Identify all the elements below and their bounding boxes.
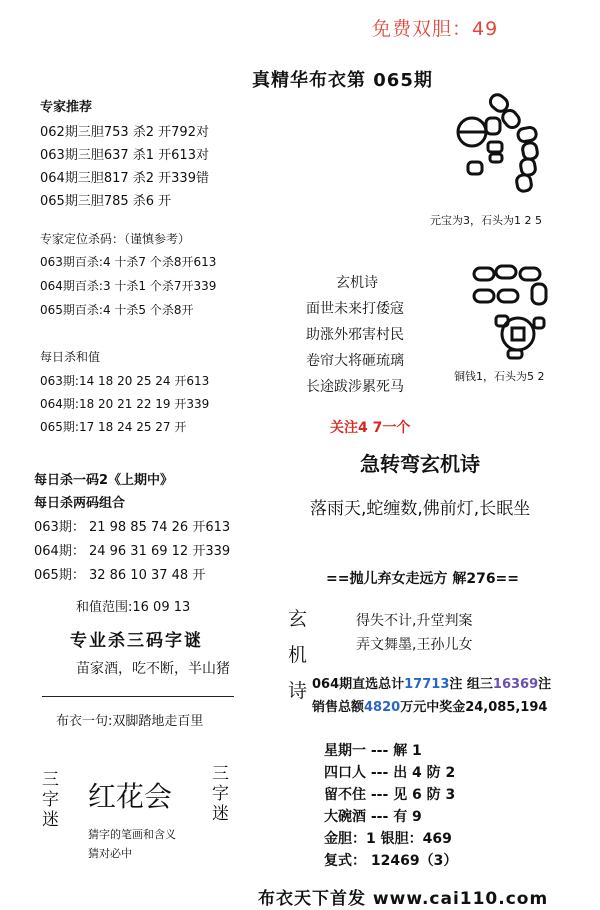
xuanji-line: 卷帘大将砸琉璃 [306,353,404,369]
ingot-stone-picture [440,92,560,202]
poem2-line: 弄文舞墨,王孙儿女 [356,637,473,653]
poem2-vertical-char: 玄 [288,608,308,630]
page-title: 真精华布衣第 065期 [252,70,433,91]
daily-kill-two-line: 064期： 24 96 31 69 12 开339 [34,544,231,559]
position-kill-title: 专家定位杀码：（谨慎参考） [40,232,191,246]
xuanji-line: 助涨外邪害村民 [306,327,404,343]
expert-title: 专家推荐 [40,100,93,115]
picture-caption-1: 元宝为3，石头为1 2 5 [430,214,542,227]
daily-kill-two-title: 每日杀两码组合 [34,496,126,511]
xuanji-line: 长途跋涉累死马 [306,379,404,395]
three-riddle-main: 红花会 [88,780,173,813]
three-riddle-left-label: 三字迷 [42,770,59,830]
sales-direct-count: 17713 [404,677,450,692]
expert-line: 064期三胆817 杀2 开339错 [40,171,209,186]
three-riddle-hint: 猜字的笔画和含义 [88,828,176,841]
daily-sum-line: 063期:14 18 20 25 24 开613 [40,374,210,388]
abandon-line: ==抛儿弃女走远方 解276== [326,571,520,587]
riddle-title: 专业杀三码字谜 [70,631,203,651]
poem2-line: 得失不计,升堂判案 [356,613,473,629]
three-riddle-right-label: 三字迷 [212,764,229,824]
expert-line: 065期三胆785 杀6 开 [40,194,172,209]
expert-line: 062期三胆753 杀2 开792对 [40,125,209,140]
sales-total-suffix: 万元中奖金24,085,194 [400,700,548,715]
xuanji-title: 玄机诗 [336,275,378,291]
free-double-banner: 免费双胆：49 [372,18,499,40]
daily-kill-two-line: 063期： 21 98 85 74 26 开613 [34,520,231,535]
coin-stone-picture [468,262,558,360]
sharp-turn-text: 落雨天,蛇缠数,佛前灯,长眠坐 [310,499,531,519]
sharp-turn-title: 急转弯玄机诗 [360,452,480,476]
daily-sum-title: 每日杀和值 [40,350,101,364]
sales-total-amount: 4820 [364,700,401,715]
sales-prefix: 064期直选总计 [312,677,405,692]
riddle-text: 苗家酒，吃不断，半山猪 [76,661,230,677]
daily-kill-two-line: 065期： 32 86 10 37 48 开 [34,568,206,583]
buyi-sentence: 布衣一句:双脚踏地走百里 [56,714,204,729]
daily-sum-line: 064期:18 20 21 22 19 开339 [40,397,210,411]
xuanji-line: 面世未来打倭寇 [306,301,404,317]
riddle-answer-row: 留不住 --- 见 6 防 3 [324,787,456,803]
picture-caption-2: 铜钱1，石头为5 2 [454,370,545,383]
position-kill-line: 065期百杀:4 十杀5 个杀8开 [40,303,194,317]
position-kill-line: 064期百杀:3 十杀1 个杀7开339 [40,279,217,293]
three-riddle-hint: 猜对必中 [88,847,132,860]
riddle-answer-row: 大碗酒 --- 有 9 [324,809,422,825]
sales-line-1 [312,673,551,692]
sales-mid: 注 组三 [449,677,493,692]
sales-line-2 [312,696,547,715]
daily-kill-one: 每日杀一码2《上期中》 [34,473,174,488]
poem2-vertical-char: 机 [288,644,308,666]
footer-site: 布衣天下首发 www.cai110.com [258,889,549,909]
divider [42,696,234,697]
riddle-answer-row: 星期一 --- 解 1 [324,743,422,759]
expert-line: 063期三胆637 杀1 开613对 [40,148,209,163]
daily-sum-line: 065期:17 18 24 25 27 开 [40,420,187,434]
attention-text: 关注4 7一个 [330,420,411,436]
sales-total-prefix: 销售总额 [312,700,365,715]
riddle-answer-row: 四口人 --- 出 4 防 2 [324,765,456,781]
sales-suffix: 注 [538,677,552,692]
sum-range: 和值范围:16 09 13 [76,600,191,615]
position-kill-line: 063期百杀:4 十杀7 个杀8开613 [40,255,217,269]
compound-line: 复式： 12469（3） [324,853,458,869]
poem2-vertical-char: 诗 [288,680,308,702]
gold-silver-line: 金胆：1 银胆：469 [324,831,452,847]
sales-group3-count: 16369 [492,677,539,692]
